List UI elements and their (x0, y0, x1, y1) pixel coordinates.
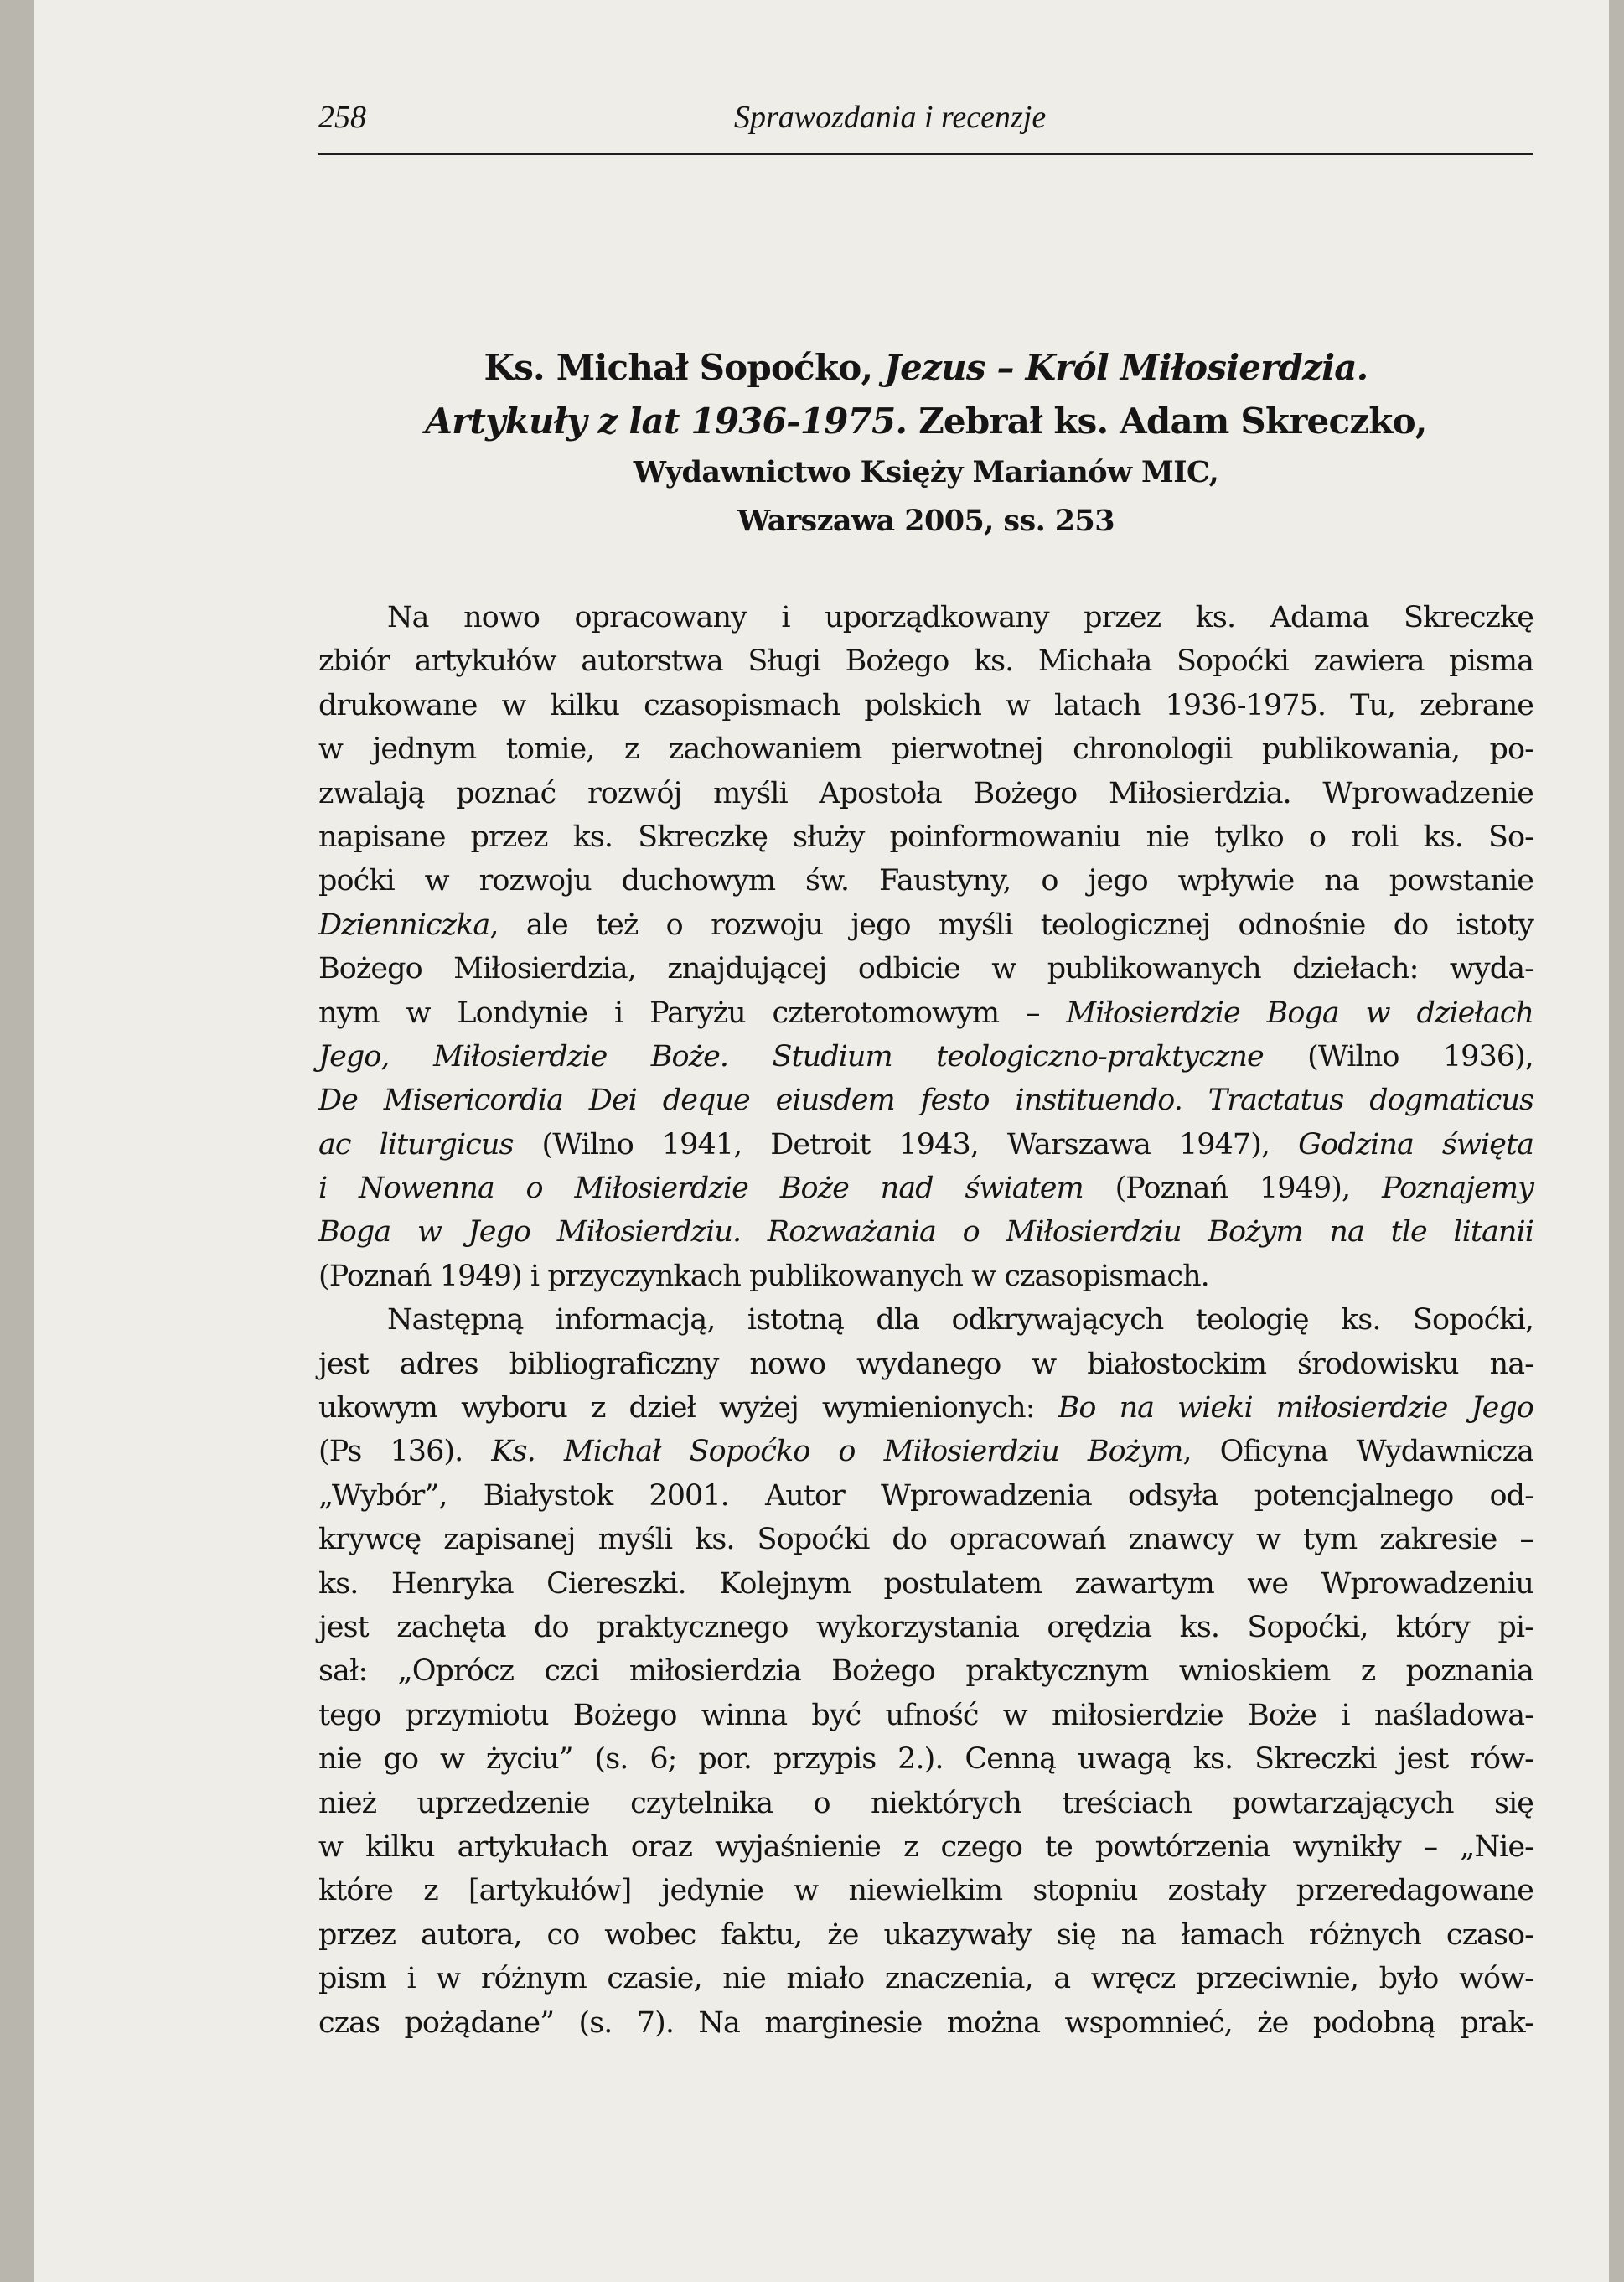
running-head (318, 99, 1533, 144)
body-line: w kilku artykułach oraz wyjaśnienie z czego te powtórzenia wynikły – „Nie- (318, 1829, 1533, 1864)
body-line: poćki w rozwoju duchowym św. Faustyny, o jego wpływie na powstanie (318, 864, 1533, 898)
place-year-pages-line: Warszawa 2005, ss. 253 (737, 504, 1115, 538)
body-line: napisane przez ks. Skreczkę służy poinformowaniu nie tylko o roli ks. So- (318, 820, 1533, 854)
body-line: czas pożądane” (s. 7). Na marginesie można wspomnieć, że podobną prak- (318, 2005, 1533, 2040)
body-line: pism i w różnym czasie, nie miało znaczenia, a wręcz przeciwnie, było wów- (318, 1962, 1533, 1996)
body-line: jest adres bibliograficzny nowo wydanego w białostockim środowisku na- (318, 1347, 1533, 1381)
body-line: nie go w życiu” (s. 6; por. przypis 2.). Cenną uwagą ks. Skreczki jest rów- (318, 1742, 1533, 1777)
body-line: (Ps 136). Ks. Michał Sopoćko o Miłosierdziu Bożym, Oficyna Wydawnicza (318, 1435, 1533, 1469)
scanned-sheet (34, 0, 1609, 2282)
body-line: jest zachęta do praktycznego wykorzystania orędzia ks. Sopoćki, który pi- (318, 1610, 1533, 1644)
body-line: „Wybór”, Białystok 2001. Autor Wprowadzenia odsyła potencjalnego od- (318, 1478, 1533, 1513)
journal-section-title: Sprawozdania i recenzje (734, 100, 1047, 135)
body-line: (Poznań 1949) i przyczynkach publikowanych w czasopismach. (318, 1259, 1209, 1293)
body-line: nież uprzedzenie czytelnika o niektórych treściach powtarzających się (318, 1786, 1533, 1820)
review-bibliographic-header (318, 341, 1533, 546)
body-line: De Misericordia Dei deque eiusdem festo instituendo. Tractatus dogmaticus (318, 1084, 1533, 1118)
publisher-line: Wydawnictwo Księży Marianów MIC, (633, 455, 1219, 489)
body-line: zwalają poznać rozwój myśli Apostoła Bożego Miłosierdzia. Wprowadzenie (318, 776, 1533, 810)
body-line: Boga w Jego Miłosierdziu. Rozważania o Miłosierdziu Bożym na tle litanii (318, 1215, 1533, 1250)
review-title-line-1: Ks. Michał Sopoćko, Jezus – Król Miłosierdzia. (484, 347, 1368, 388)
review-title-line-2: Artykuły z lat 1936-1975. Zebrał ks. Adam Skreczko, (425, 401, 1427, 442)
document-page (318, 99, 1533, 2045)
header-rule (318, 153, 1533, 155)
body-line: sał: „Oprócz czci miłosierdzia Bożego praktycznym wnioskiem z poznania (318, 1654, 1533, 1689)
body-line: i Nowenna o Miłosierdzie Boże nad światem (Poznań 1949), Poznajemy (318, 1172, 1533, 1206)
body-line: krywcę zapisanej myśli ks. Sopoćki do opracowań znawcy w tym zakresie – (318, 1523, 1533, 1557)
body-line: Bożego Miłosierdzia, znajdującej odbicie w publikowanych dziełach: wyda- (318, 952, 1533, 986)
body-line: przez autora, co wobec faktu, że ukazywały się na łamach różnych czaso- (318, 1917, 1533, 1952)
body-line: ac liturgicus (Wilno 1941, Detroit 1943, Warszawa 1947), Godzina święta (318, 1127, 1533, 1162)
page-number: 258 (318, 100, 366, 135)
body-line: w jednym tomie, z zachowaniem pierwotnej chronologii publikowania, po- (318, 732, 1533, 767)
body-line: tego przymiotu Bożego winna być ufność w miłosierdzie Boże i naśladowa- (318, 1698, 1533, 1732)
review-body-text (318, 596, 1533, 2045)
body-line: Dzienniczka, ale też o rozwoju jego myśli teologicznej odnośnie do istoty (318, 908, 1533, 942)
body-line: ks. Henryka Ciereszki. Kolejnym postulatem zawartym we Wprowadzeniu (318, 1566, 1533, 1601)
body-line: drukowane w kilku czasopismach polskich w latach 1936-1975. Tu, zebrane (318, 688, 1533, 722)
body-line: Następną informacją, istotną dla odkrywających teologię ks. Sopoćki, (387, 1303, 1533, 1338)
body-line: nym w Londynie i Paryżu czterotomowym – Miłosierdzie Boga w dziełach (318, 996, 1533, 1030)
body-line: Na nowo opracowany i uporządkowany przez ks. Adama Skreczkę (387, 601, 1533, 634)
body-line: ukowym wyboru z dzieł wyżej wymienionych: Bo na wieki miłosierdzie Jego (318, 1391, 1534, 1426)
body-line: Jego, Miłosierdzie Boże. Studium teologiczno-praktyczne (Wilno 1936), (318, 1039, 1533, 1074)
body-line: które z [artykułów] jedynie w niewielkim stopniu zostały przeredagowane (318, 1874, 1533, 1908)
body-line: zbiór artykułów autorstwa Sługi Bożego ks. Michała Sopoćki zawiera pisma (318, 644, 1533, 679)
